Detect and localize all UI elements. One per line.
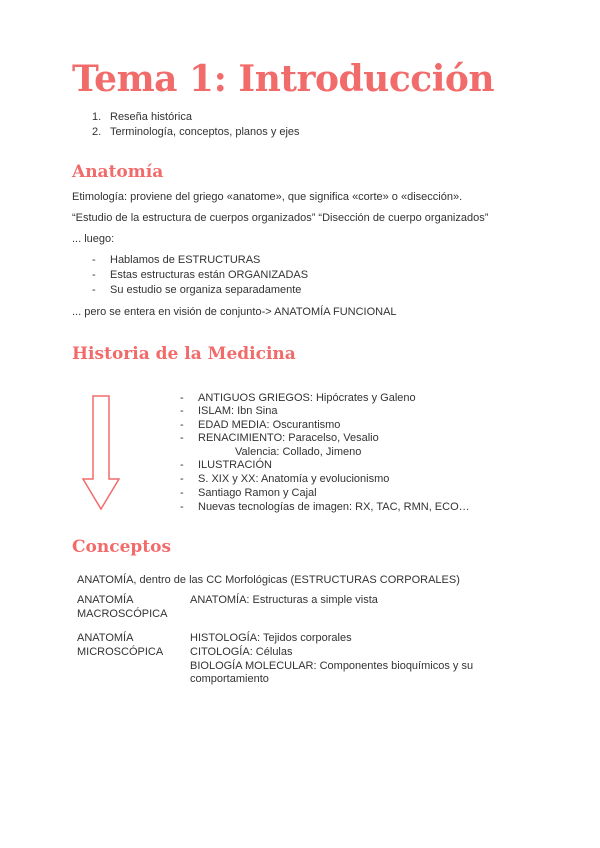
section-heading-conceptos: Conceptos bbox=[72, 537, 172, 557]
historia-item: Santiago Ramon y Cajal bbox=[198, 487, 317, 499]
dash-bullet: - bbox=[180, 419, 184, 431]
dash-bullet: - bbox=[180, 392, 184, 404]
anatomia-bullet: Su estudio se organiza separadamente bbox=[110, 284, 302, 296]
index-item: Terminología, conceptos, planos y ejes bbox=[110, 126, 300, 138]
concept-value: HISTOLOGÍA: Tejidos corporales bbox=[190, 632, 352, 644]
etimologia-text: Etimología: proviene del griego «anatome», que significa «corte» o «disección». bbox=[72, 191, 463, 203]
luego-text: ... luego: bbox=[72, 233, 115, 245]
historia-item: ISLAM: Ibn Sina bbox=[198, 405, 278, 417]
concept-value: BIOLOGÍA MOLECULAR: Componentes bioquímicos y su bbox=[190, 660, 474, 672]
historia-item: Nuevas tecnologías de imagen: RX, TAC, RMN, ECO… bbox=[198, 501, 470, 513]
anatomia-bullet: Hablamos de ESTRUCTURAS bbox=[110, 254, 261, 266]
dash-bullet: - bbox=[92, 269, 96, 281]
conceptos-intro: ANATOMÍA, dentro de las CC Morfológicas (ESTRUCTURAS CORPORALES) bbox=[77, 574, 460, 586]
anatomia-bullet: Estas estructuras están ORGANIZADAS bbox=[110, 269, 309, 281]
concept-value: CITOLOGÍA: Células bbox=[190, 646, 293, 658]
concept-label: ANATOMÍA bbox=[77, 594, 134, 606]
historia-item: ILUSTRACIÓN bbox=[198, 459, 272, 471]
historia-item: S. XIX y XX: Anatomía y evolucionismo bbox=[198, 473, 390, 485]
dash-bullet: - bbox=[180, 487, 184, 499]
dash-bullet: - bbox=[92, 284, 96, 296]
concept-label: MACROSCÓPICA bbox=[77, 608, 168, 620]
dash-bullet: - bbox=[180, 459, 184, 471]
historia-subitem: Valencia: Collado, Jimeno bbox=[235, 446, 362, 458]
section-heading-anatomia: Anatomía bbox=[72, 162, 164, 182]
historia-item: EDAD MEDIA: Oscurantismo bbox=[198, 419, 341, 431]
concept-label: ANATOMÍA bbox=[77, 632, 134, 644]
dash-bullet: - bbox=[180, 405, 184, 417]
dash-bullet: - bbox=[180, 501, 184, 513]
conclusion-text: ... pero se entera en visión de conjunto-> ANATOMÍA FUNCIONAL bbox=[72, 306, 397, 318]
down-arrow-icon bbox=[80, 395, 122, 511]
index-number: 2. bbox=[92, 126, 102, 138]
concept-value: comportamiento bbox=[190, 673, 269, 685]
historia-item: RENACIMIENTO: Paracelso, Vesalio bbox=[198, 432, 379, 444]
section-heading-historia: Historia de la Medicina bbox=[72, 344, 296, 364]
historia-item: ANTIGUOS GRIEGOS: Hipócrates y Galeno bbox=[198, 392, 416, 404]
index-item: Reseña histórica bbox=[110, 111, 192, 123]
index-number: 1. bbox=[92, 111, 102, 123]
definiciones-text: “Estudio de la estructura de cuerpos organizados” “Disección de cuerpo organizados” bbox=[72, 212, 489, 224]
dash-bullet: - bbox=[180, 432, 184, 444]
page-title: Tema 1: Introducción bbox=[72, 58, 495, 100]
dash-bullet: - bbox=[92, 254, 96, 266]
dash-bullet: - bbox=[180, 473, 184, 485]
concept-label: MICROSCÓPICA bbox=[77, 646, 164, 658]
concept-value: ANATOMÍA: Estructuras a simple vista bbox=[190, 594, 378, 606]
